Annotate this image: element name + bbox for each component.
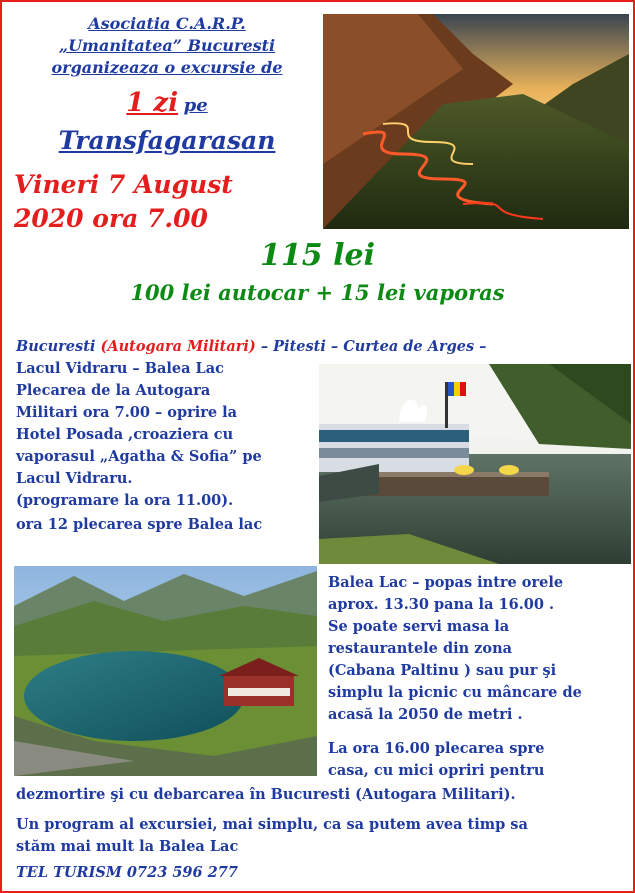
destination-title: Transfagarasan [58,126,276,155]
balea-line-2: aprox. 13.30 pana la 16.00 . [328,596,555,613]
org-announcement: organizeaza o excursie de [51,58,283,77]
route-detail-1: Plecarea de la Autogara [16,382,211,399]
balea-lake-photo [14,566,317,776]
phone-number: TEL TURISM 0723 596 277 [16,864,238,881]
route-line [16,336,486,358]
route-start: Bucuresti [16,338,96,355]
balea-line-4: restaurantele din zona [328,640,513,657]
route-detail-3: Hotel Posada ,croaziera cu [16,426,234,443]
price-breakdown: 100 lei autocar + 15 lei vaporas [130,280,505,305]
route-line-2: Lacul Vidraru – Balea Lac [16,360,224,377]
days-number: 1 zi [126,88,179,118]
footer-line-1: dezmortire şi cu debarcarea în Bucuresti (Autogara Militari). [16,786,516,803]
footer-line-2: Un program al excursiei, mai simplu, ca sa putem avea timp sa [16,816,528,833]
return-line-2: casa, cu mici opriri pentru [328,762,545,779]
balea-line-6: simplu la picnic cu mâncare de [328,684,582,701]
org-name: Asociatia C.A.R.P. [88,14,246,33]
return-line-1: La ora 16.00 plecarea spre [328,740,545,757]
route-station: (Autogara Militari) [100,338,256,355]
transfagarasan-road-photo [323,14,629,229]
balea-line-5: (Cabana Paltinu ) sau pur şi [328,662,557,679]
trip-duration [22,88,312,118]
route-rest: – Pitesti – Curtea de Arges – [260,338,487,355]
balea-line-3: Se poate servi masa la [328,618,510,635]
balea-line-1: Balea Lac – popas intre orele [328,574,564,591]
org-subtitle: „Umanitatea” Bucuresti [58,36,276,55]
vidraru-boat-photo [319,364,631,564]
days-suffix: pe [183,95,208,116]
trip-time: 2020 ora 7.00 [14,204,208,233]
route-detail-7: ora 12 plecarea spre Balea lac [16,516,263,533]
route-detail-6: (programare la ora 11.00). [16,492,234,509]
footer-line-3: stăm mai mult la Balea Lac [16,838,239,855]
balea-line-7: acasă la 2050 de metri . [328,706,523,723]
route-detail-2: Militari ora 7.00 – oprire la [16,404,238,421]
route-detail-5: Lacul Vidraru. [16,470,133,487]
price-total: 115 lei [260,238,375,273]
trip-date: Vineri 7 August [14,170,233,199]
route-detail-4: vaporasul „Agatha & Sofia” pe [16,448,262,465]
